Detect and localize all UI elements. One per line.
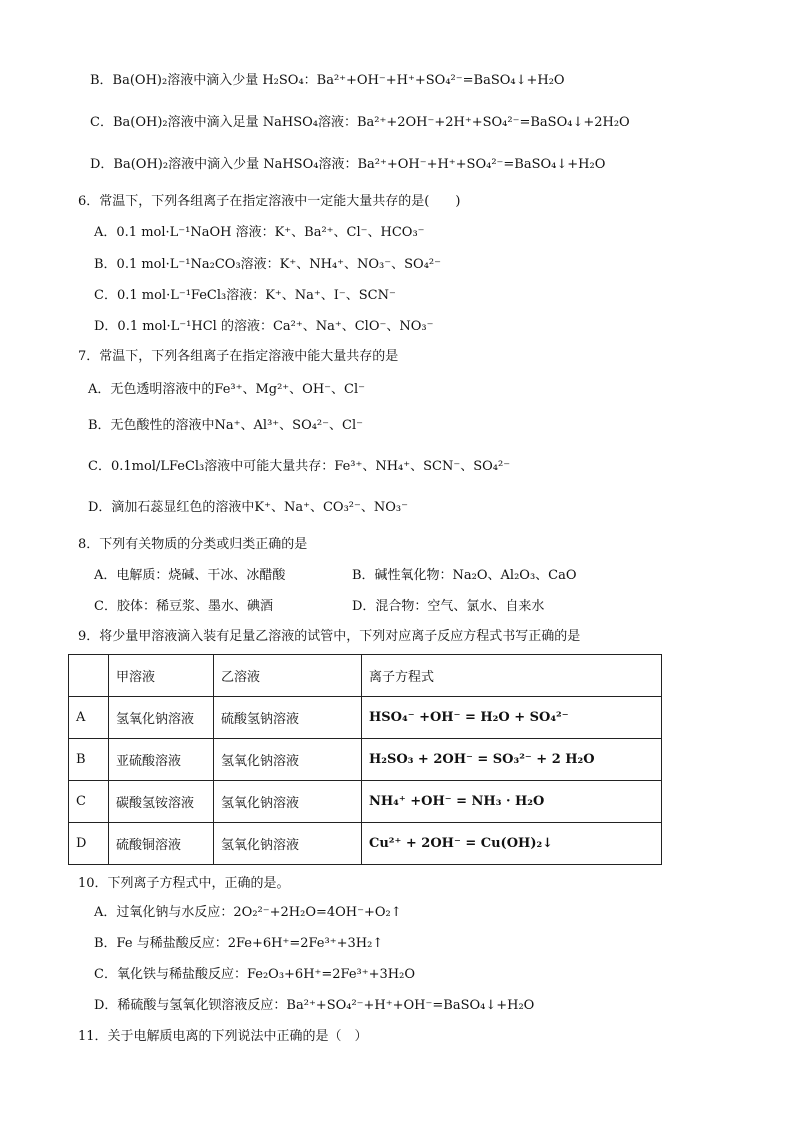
table-cell: 氢氧化钠溶液 [214,781,362,823]
q6-option-d: D．0.1 mol·L⁻¹HCl 的溶液：Ca²⁺、Na⁺、ClO⁻、NO₃⁻ [94,319,434,334]
q5-option-d: D．Ba(OH)₂溶液中滴入少量 NaHSO₄溶液：Ba²⁺+OH⁻+H⁺+SO₄²⁻=BaSO₄↓+H₂O [90,157,606,172]
q8-option-a: A．电解质：烧碱、干冰、冰醋酸 [94,568,286,583]
q6-option-c: C．0.1 mol·L⁻¹FeCl₃溶液：K⁺、Na⁺、I⁻、SCN⁻ [94,288,396,303]
table-cell: 硫酸铜溶液 [109,823,214,865]
table-cell: H₂SO₃ + 2OH⁻ = SO₃²⁻ + 2 H₂O [362,739,662,781]
q11-stem: 11．关于电解质电离的下列说法中正确的是（ ） [78,1029,368,1044]
table-cell: 氢氧化钠溶液 [109,697,214,739]
table-cell: 氢氧化钠溶液 [214,739,362,781]
q6-option-a: A．0.1 mol·L⁻¹NaOH 溶液：K⁺、Ba²⁺、Cl⁻、HCO₃⁻ [94,225,425,240]
table-header-row [69,655,662,697]
q8-stem: 8．下列有关物质的分类或归类正确的是 [78,537,308,552]
table-cell: C [69,781,109,823]
q8-option-b: B．碱性氧化物：Na₂O、Al₂O₃、CaO [352,568,577,583]
q7-option-c: C．0.1mol/LFeCl₃溶液中可能大量共存：Fe³⁺、NH₄⁺、SCN⁻、SO₄²⁻ [88,459,511,474]
q7-option-b: B．无色酸性的溶液中Na⁺、Al³⁺、SO₄²⁻、Cl⁻ [88,418,363,433]
q5-option-c: C．Ba(OH)₂溶液中滴入足量 NaHSO₄溶液：Ba²⁺+2OH⁻+2H⁺+SO₄²⁻=BaSO₄↓+2H₂O [90,115,630,130]
q10-option-d: D．稀硫酸与氢氧化钡溶液反应：Ba²⁺+SO₄²⁻+H⁺+OH⁻=BaSO₄↓+H₂O [94,998,535,1013]
table-cell: 氢氧化钠溶液 [214,823,362,865]
q9-stem: 9．将少量甲溶液滴入装有足量乙溶液的试管中，下列对应离子反应方程式书写正确的是 [78,629,581,644]
q10-option-a: A．过氧化钠与水反应：2O₂²⁻+2H₂O=4OH⁻+O₂↑ [94,905,402,920]
q8-option-d: D．混合物：空气、氯水、自来水 [352,599,545,614]
table-cell: 硫酸氢钠溶液 [214,697,362,739]
q6-option-b: B．0.1 mol·L⁻¹Na₂CO₃溶液：K⁺、NH₄⁺、NO₃⁻、SO₄²⁻ [94,257,441,272]
table-cell: HSO₄⁻ +OH⁻ = H₂O + SO₄²⁻ [362,697,662,739]
table-cell: A [69,697,109,739]
table-cell: Cu²⁺ + 2OH⁻ = Cu(OH)₂↓ [362,823,662,865]
table-row [69,823,662,865]
q6-stem: 6．常温下，下列各组离子在指定溶液中一定能大量共存的是( ) [78,194,461,209]
table-header-cell: 甲溶液 [109,655,214,697]
q5-option-b: B．Ba(OH)₂溶液中滴入少量 H₂SO₄：Ba²⁺+OH⁻+H⁺+SO₄²⁻=BaSO₄↓+H₂O [90,73,565,88]
table-cell: NH₄⁺ +OH⁻ = NH₃ · H₂O [362,781,662,823]
q7-option-d: D．滴加石蕊显红色的溶液中K⁺、Na⁺、CO₃²⁻、NO₃⁻ [88,500,408,515]
table-header-cell [69,655,109,697]
table-row [69,739,662,781]
q7-stem: 7．常温下，下列各组离子在指定溶液中能大量共存的是 [78,349,399,364]
q8-option-c: C．胶体：稀豆浆、墨水、碘酒 [94,599,273,614]
table-row [69,781,662,823]
q7-option-a: A．无色透明溶液中的Fe³⁺、Mg²⁺、OH⁻、Cl⁻ [88,382,365,397]
table-cell: 碳酸氢铵溶液 [109,781,214,823]
table-row [69,697,662,739]
table-header-cell: 乙溶液 [214,655,362,697]
table-cell: B [69,739,109,781]
q10-option-c: C．氧化铁与稀盐酸反应：Fe₂O₃+6H⁺=2Fe³⁺+3H₂O [94,967,416,982]
table-header-cell: 离子方程式 [362,655,662,697]
q10-option-b: B．Fe 与稀盐酸反应：2Fe+6H⁺=2Fe³⁺+3H₂↑ [94,936,384,951]
table-cell: D [69,823,109,865]
q9-table [68,654,662,865]
table-cell: 亚硫酸溶液 [109,739,214,781]
q10-stem: 10．下列离子方程式中，正确的是。 [78,876,290,891]
